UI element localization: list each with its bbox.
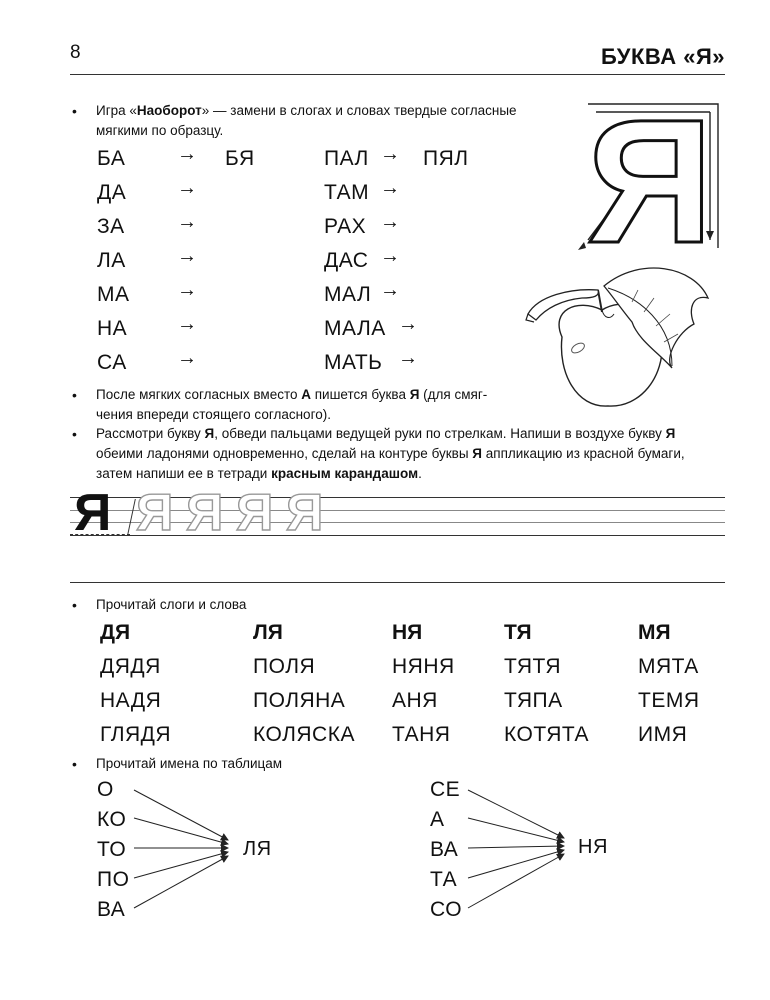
word: ТЕМЯ xyxy=(638,689,700,712)
arrow-icon: → xyxy=(380,245,400,267)
arrow-icon: → xyxy=(177,211,197,233)
name-part: ПО xyxy=(97,868,130,891)
syllable: НА xyxy=(97,317,128,340)
syllable: МАТЬ xyxy=(324,351,383,374)
syllable: ДАС xyxy=(324,249,369,272)
rule-note: После мягких согласных вместо А пишется буква Я (для смяг- чения впереди стоящего согласного). xyxy=(96,387,488,422)
arrow-icon: → xyxy=(380,143,400,165)
copybook-model-letter: Я xyxy=(74,484,112,542)
syllable: БА xyxy=(97,147,126,170)
syllable: ТАМ xyxy=(324,181,370,204)
column-header: ДЯ xyxy=(100,621,131,644)
name-part: ВА xyxy=(97,898,126,921)
syllable-answer: ПЯЛ xyxy=(423,147,469,170)
name-part: КО xyxy=(97,808,127,831)
syllable: МАЛА xyxy=(324,317,386,340)
arrow-icon: → xyxy=(177,313,197,335)
name-part: СЕ xyxy=(430,778,461,801)
word: ТАНЯ xyxy=(392,723,451,746)
word: АНЯ xyxy=(392,689,438,712)
syllable: МАЛ xyxy=(324,283,372,306)
column-header: ЛЯ xyxy=(253,621,283,644)
arrow-icon: → xyxy=(380,177,400,199)
word: ГЛЯДЯ xyxy=(100,723,172,746)
syllable: МА xyxy=(97,283,130,306)
bullet: • xyxy=(72,756,77,772)
name-part: СО xyxy=(430,898,463,921)
syllable: СА xyxy=(97,351,127,374)
word: КОЛЯСКА xyxy=(253,723,355,746)
name-suffix: ЛЯ xyxy=(243,838,272,860)
syllable: ЗА xyxy=(97,215,125,238)
arrows-left xyxy=(130,780,240,920)
section2-title: Прочитай слоги и слова xyxy=(96,597,247,612)
header-rule xyxy=(70,74,725,75)
name-part: ТА xyxy=(430,868,458,891)
word: ПОЛЯНА xyxy=(253,689,346,712)
copybook-trace-letter: Я xyxy=(286,484,324,542)
copybook-line xyxy=(70,582,725,583)
word: ПОЛЯ xyxy=(253,655,316,678)
arrow-icon: → xyxy=(398,347,418,369)
name-part: ВА xyxy=(430,838,459,861)
page-title: БУКВА «Я» xyxy=(601,44,725,69)
arrow-icon: → xyxy=(177,143,197,165)
instruction-text: Рассмотри букву Я, обведи пальцами ведущей руки по стрелкам. Напиши в воздухе букву Я обеими ладонями одновременно, сделай на контуре буквы Я аппликацию из красной бумаги, затем напиши ее в тетради красным карандашом. xyxy=(96,426,685,481)
syllable-answer: БЯ xyxy=(225,147,255,170)
copybook-trace-letter: Я xyxy=(236,484,274,542)
page-number: 8 xyxy=(70,42,81,63)
word: ТЯПА xyxy=(504,689,563,712)
name-part: А xyxy=(430,808,445,831)
arrow-icon: → xyxy=(177,177,197,199)
copybook-trace-letter: Я xyxy=(186,484,224,542)
arrow-icon: → xyxy=(177,279,197,301)
big-letter-illustration xyxy=(570,90,730,260)
word: НЯНЯ xyxy=(392,655,455,678)
syllable: ЛА xyxy=(97,249,126,272)
arrows-right xyxy=(466,780,576,920)
arrow-icon: → xyxy=(380,211,400,233)
word: КОТЯТА xyxy=(504,723,590,746)
word: ТЯТЯ xyxy=(504,655,562,678)
column-header: МЯ xyxy=(638,621,671,644)
word: НАДЯ xyxy=(100,689,162,712)
name-suffix: НЯ xyxy=(578,836,608,858)
arrow-icon: → xyxy=(177,347,197,369)
bullet: • xyxy=(72,426,77,442)
syllable: РАХ xyxy=(324,215,367,238)
copybook-slant-line xyxy=(127,499,136,535)
column-header: ТЯ xyxy=(504,621,532,644)
apple-illustration xyxy=(522,262,722,412)
word: ИМЯ xyxy=(638,723,688,746)
word: МЯТА xyxy=(638,655,699,678)
bullet: • xyxy=(72,387,77,403)
column-header: НЯ xyxy=(392,621,423,644)
word: ДЯДЯ xyxy=(100,655,161,678)
syllable: ДА xyxy=(97,181,127,204)
syllable: ПАЛ xyxy=(324,147,369,170)
arrow-icon: → xyxy=(398,313,418,335)
bullet: • xyxy=(72,597,77,613)
big-letter: Я xyxy=(586,90,714,260)
name-part: ТО xyxy=(97,838,127,861)
section3-title: Прочитай имена по таблицам xyxy=(96,756,283,771)
arrow-icon: → xyxy=(177,245,197,267)
bullet: • xyxy=(72,103,77,119)
arrow-icon: → xyxy=(380,279,400,301)
copybook-trace-letter: Я xyxy=(136,484,174,542)
name-part: О xyxy=(97,778,114,801)
section1-intro: Игра «Наоборот» — замени в слогах и словах твердые согласные мягкими по образцу. xyxy=(96,103,517,138)
